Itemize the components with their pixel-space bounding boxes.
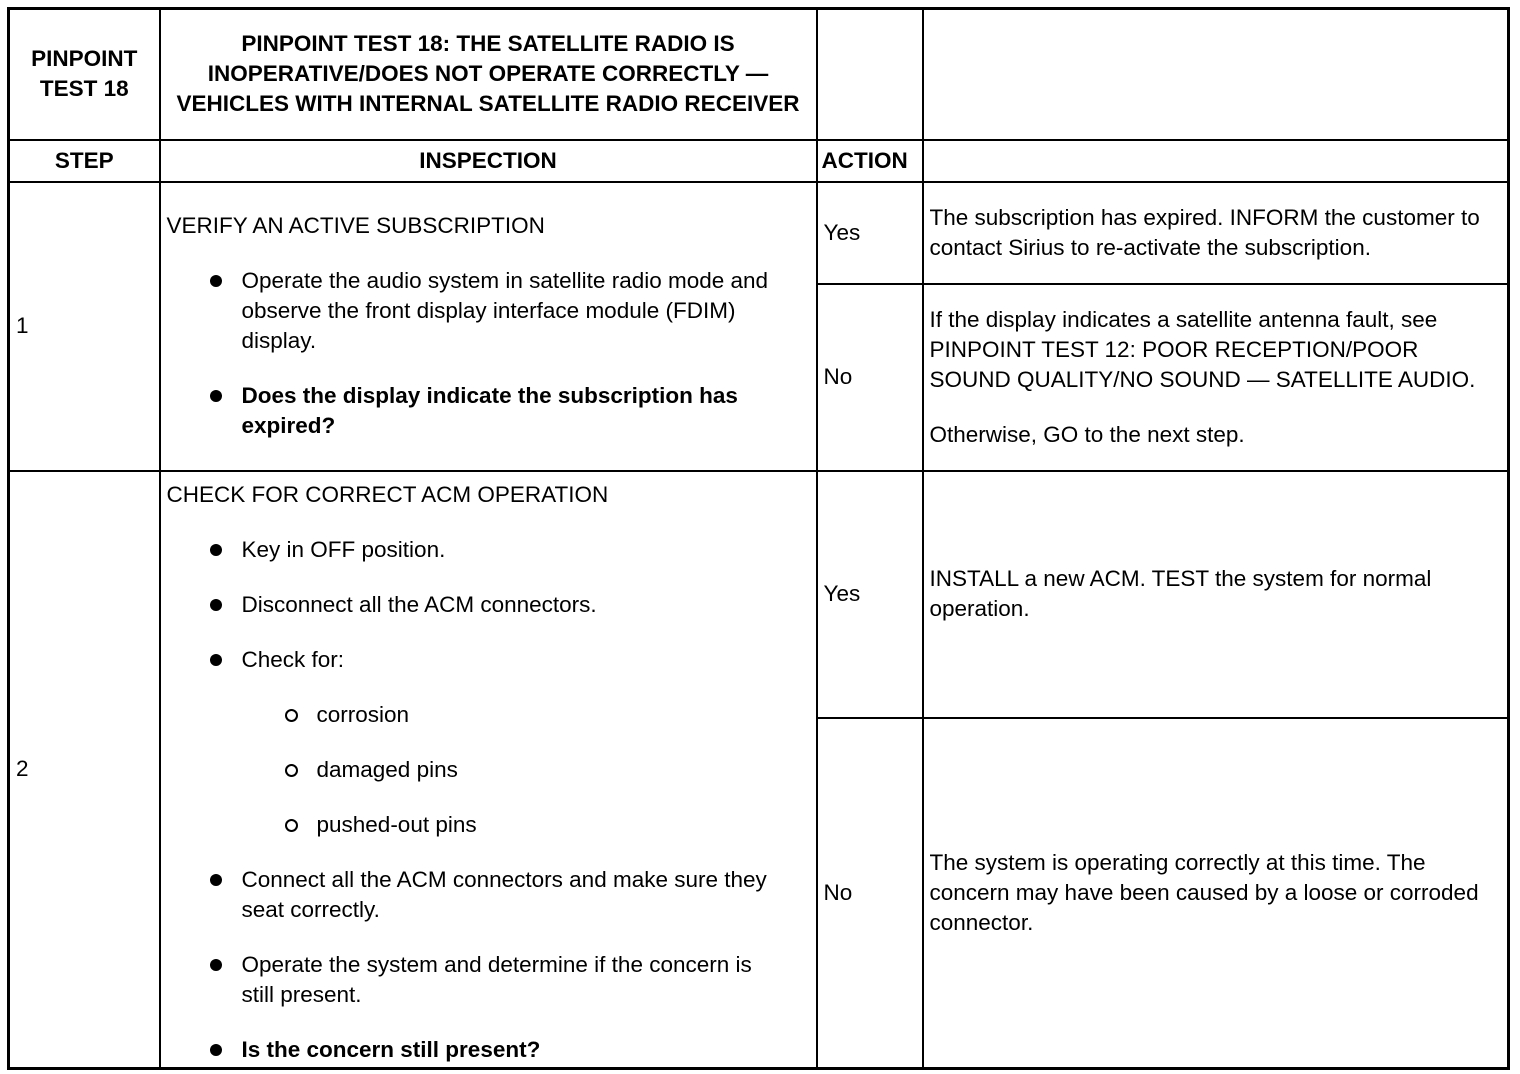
action-no: No [817,718,923,1069]
hollow-bullet-icon [285,709,298,722]
bullet-icon [210,1044,222,1056]
column-header-step: STEP [9,140,160,182]
list-item-question [167,1035,810,1065]
list-item-text: Check for: [241,646,345,672]
step-2-inspection [160,471,817,1069]
bullet-icon [210,544,222,556]
title-row [9,9,1509,140]
result-yes: INSTALL a new ACM. TEST the system for normal operation. [923,471,1509,718]
step-heading: CHECK FOR CORRECT ACM OPERATION [166,481,609,507]
list-item-text: Key in OFF position. [241,536,446,562]
title-empty-cell-result [923,9,1509,140]
bullet-list [167,535,810,1065]
list-item [167,266,810,356]
pinpoint-test-table [7,7,1510,1070]
result-no [923,284,1509,471]
list-item-text: Connect all the ACM connectors and make sure they seat correctly. [241,866,767,922]
sub-list-item-text: pushed-out pins [316,811,477,837]
column-header-inspection: INSPECTION [160,140,817,182]
pinpoint-label: PINPOINT TEST 18 [9,9,160,140]
list-item [167,645,810,840]
list-item-text: Is the concern still present? [241,1036,541,1062]
column-header-empty [923,140,1509,182]
list-item [167,865,810,925]
list-item-question [167,381,810,441]
hollow-bullet-icon [285,819,298,832]
sub-list-item [167,700,790,730]
bullet-icon [210,275,222,287]
result-yes: The subscription has expired. INFORM the customer to contact Sirius to re-activate the subscription. [923,182,1509,284]
step-1-inspection [160,182,817,471]
bullet-list [167,266,810,441]
list-item-text: Operate the system and determine if the concern is still present. [241,951,752,1007]
bullet-icon [210,654,222,666]
hollow-bullet-icon [285,764,298,777]
bullet-icon [210,959,222,971]
sub-list-item-text: damaged pins [316,756,458,782]
sub-bullet-list [167,700,790,840]
column-header-row [9,140,1509,182]
column-header-action: ACTION [817,140,923,182]
step-1-yes-row [9,182,1509,284]
action-yes: Yes [817,471,923,718]
bullet-icon [210,599,222,611]
title-empty-cell-action [817,9,923,140]
list-item-text: Does the display indicate the subscription has expired? [241,383,738,438]
step-2-yes-row [9,471,1509,718]
sub-list-item [167,755,790,785]
sub-list-item-text: corrosion [316,701,410,727]
step-number: 1 [9,182,160,471]
action-yes: Yes [817,182,923,284]
action-no: No [817,284,923,471]
list-item [167,950,810,1010]
result-no: The system is operating correctly at this time. The concern may have been caused by a loose or corroded connector. [923,718,1509,1069]
list-item-text: Operate the audio system in satellite radio mode and observe the front display interface module (FDIM) display. [241,268,769,353]
list-item [167,535,810,565]
list-item [167,590,810,620]
list-item-text: Disconnect all the ACM connectors. [241,591,597,617]
step-number: 2 [9,471,160,1069]
result-no-text: If the display indicates a satellite antenna fault, see PINPOINT TEST 12: POOR RECEPTION/POOR SOUND QUALITY/NO SOUND — SATELLITE AUDIO. [929,306,1476,392]
test-title: PINPOINT TEST 18: THE SATELLITE RADIO IS INOPERATIVE/DOES NOT OPERATE CORRECTLY — VEHICLES WITH INTERNAL SATELLITE RADIO RECEIVER [160,9,817,140]
bullet-icon [210,390,222,402]
result-no-otherwise: Otherwise, GO to the next step. [929,421,1245,447]
step-heading: VERIFY AN ACTIVE SUBSCRIPTION [166,213,545,238]
sub-list-item [167,810,790,840]
bullet-icon [210,874,222,886]
